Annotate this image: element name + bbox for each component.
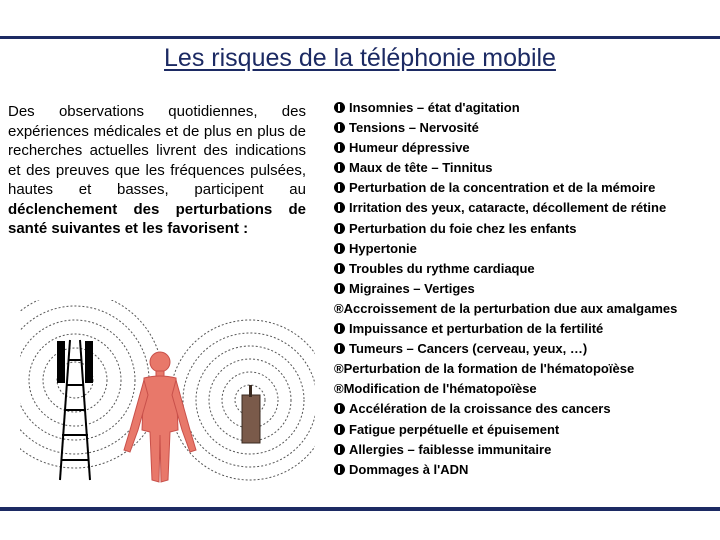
risk-item xyxy=(334,178,718,198)
risk-item xyxy=(334,279,718,299)
registered-symbol-icon: ® xyxy=(334,381,344,397)
risk-label: Insomnies – état d'agitation xyxy=(349,100,520,115)
risk-item xyxy=(334,299,718,319)
risk-item xyxy=(334,259,718,279)
risk-item xyxy=(334,460,718,480)
numbered-bullet-icon xyxy=(334,182,345,193)
risk-item xyxy=(334,359,718,379)
numbered-bullet-icon xyxy=(334,122,345,133)
risk-label: Allergies – faiblesse immunitaire xyxy=(349,441,552,457)
top-divider xyxy=(0,36,720,39)
risk-label: Troubles du rythme cardiaque xyxy=(349,260,535,276)
risk-item xyxy=(334,440,718,460)
numbered-bullet-icon xyxy=(334,243,345,254)
risk-item xyxy=(334,138,718,158)
risk-label: Impuissance et perturbation de la fertilité xyxy=(349,321,604,337)
numbered-bullet-icon xyxy=(334,283,345,294)
mobile-phone-icon xyxy=(242,385,260,443)
bottom-divider xyxy=(0,507,720,511)
human-body-icon xyxy=(124,352,196,482)
risk-item xyxy=(334,399,718,419)
risk-item xyxy=(334,339,718,359)
risk-label: Migraines – Vertiges xyxy=(349,280,475,296)
numbered-bullet-icon xyxy=(334,343,345,354)
numbered-bullet-icon xyxy=(334,444,345,455)
risk-item xyxy=(334,158,718,178)
risk-item xyxy=(334,420,718,440)
risk-label: Modification de l'hématopoïèse xyxy=(343,381,537,397)
risk-label: Perturbation de la formation de l'hématopoïèse xyxy=(343,361,635,377)
antenna-tower-icon xyxy=(58,340,92,480)
risk-item xyxy=(334,198,718,218)
registered-symbol-icon: ® xyxy=(334,300,344,316)
numbered-bullet-icon xyxy=(334,464,345,475)
numbered-bullet-icon xyxy=(334,142,345,153)
risk-label: Accélération de la croissance des cancers xyxy=(349,401,611,417)
intro-text: Des observations quotidiennes, des expériences médicales et de plus en plus de recherches actuelles livrent des indications et des preuves que les fréquences pulsées, hautes et basses, participent au xyxy=(8,103,306,198)
risk-item xyxy=(334,319,718,339)
numbered-bullet-icon xyxy=(334,323,345,334)
numbered-bullet-icon xyxy=(334,102,345,113)
numbered-bullet-icon xyxy=(334,263,345,274)
numbered-bullet-icon xyxy=(334,223,345,234)
intro-paragraph xyxy=(8,102,306,239)
page-title: Les risques de la téléphonie mobile xyxy=(164,44,556,72)
risk-label: Irritation des yeux, cataracte, décollement de rétine xyxy=(349,200,667,216)
risk-label: Tensions – Nervosité xyxy=(349,120,479,136)
risk-label: Tumeurs – Cancers (cerveau, yeux, …) xyxy=(349,341,588,357)
numbered-bullet-icon xyxy=(334,424,345,435)
risk-label: Fatigue perpétuelle et épuisement xyxy=(349,421,560,437)
risk-item xyxy=(334,239,718,259)
risk-label: Accroissement de la perturbation due aux amalgames xyxy=(343,300,678,316)
numbered-bullet-icon xyxy=(334,403,345,414)
risk-label: Perturbation de la concentration et de la mémoire xyxy=(349,180,656,196)
risk-list xyxy=(334,98,718,480)
risk-item xyxy=(334,98,718,118)
numbered-bullet-icon xyxy=(334,202,345,213)
risk-label: Hypertonie xyxy=(349,240,417,256)
risk-item xyxy=(334,379,718,399)
risk-label: Humeur dépressive xyxy=(349,140,470,156)
risk-label: Dommages à l'ADN xyxy=(349,461,469,477)
risk-label: Maux de tête – Tinnitus xyxy=(349,160,493,176)
risk-label: Perturbation du foie chez les enfants xyxy=(349,220,577,236)
risk-item xyxy=(334,219,718,239)
intro-bold-text: déclenchement des perturbations de santé suivantes et les favorisent : xyxy=(8,200,306,237)
numbered-bullet-icon xyxy=(334,162,345,173)
registered-symbol-icon: ® xyxy=(334,361,344,377)
radiation-illustration xyxy=(20,300,315,500)
risk-item xyxy=(334,118,718,138)
